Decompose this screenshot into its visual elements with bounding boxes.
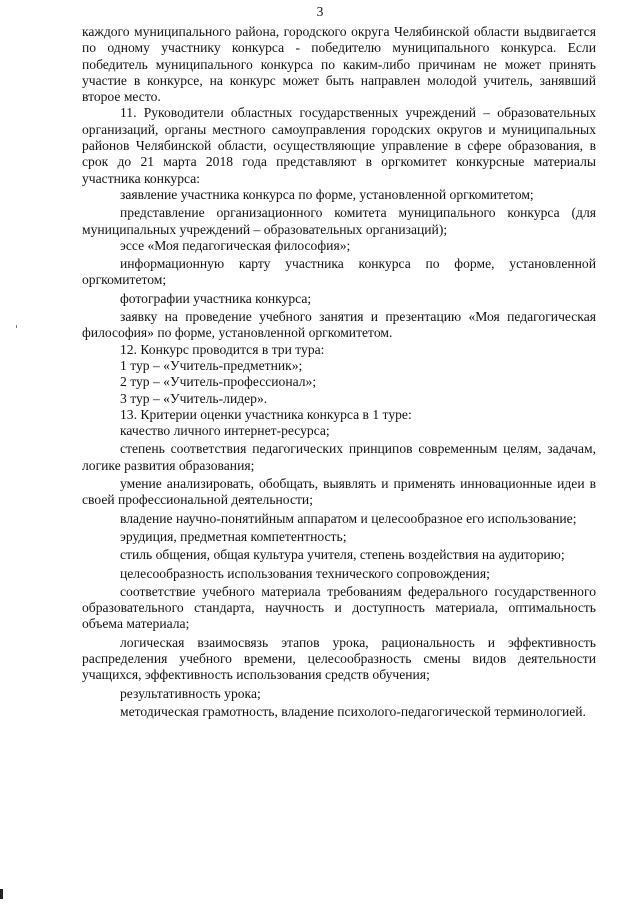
tour-2: 2 тур – «Учитель-профессионал»; <box>120 374 317 390</box>
criterion-terminology-use: владение научно-понятийным аппаратом и целесообразное его использование; <box>120 510 577 526</box>
list-item-application: заявление участника конкурса по форме, установленной оргкомитетом; <box>120 186 534 202</box>
list-item-essay: эссе «Моя педагогическая философия»; <box>120 237 351 253</box>
list-item-photos: фотографии участника конкурса; <box>120 290 312 306</box>
criterion-methodical-literacy: методическая грамотность, владение психолого-педагогической терминологией. <box>120 703 586 719</box>
criterion-innovation: умение анализировать, обобщать, выявлять и применять инновационные идеи в своей профессиональной деятельности; <box>82 476 596 508</box>
document-body <box>82 24 596 720</box>
criterion-standards-compliance: соответствие учебного материала требованиям федерального государственного образовательного стандарта, научность и доступность материала, оптимальность объема материала; <box>82 583 596 632</box>
page-number: 3 <box>316 4 324 19</box>
paragraph-12: 12. Конкурс проводится в три тура: <box>120 341 325 357</box>
paragraph-11: 11. Руководители областных государственных учреждений – образовательных организаций, органы местного самоуправления городских округов и муниципальных районов Челябинской области, осуществляющие управление в сфере образования, в срок до 21 марта 2018 года представляют в оргкомитет конкурсные материалы участника конкурса: <box>82 105 596 186</box>
criterion-communication-style: стиль общения, общая культура учителя, степень воздействия на аудиторию; <box>120 547 565 563</box>
scan-edge-mark <box>0 889 3 899</box>
list-item-info-card: информационную карту участника конкурса по форме, установленной оргкомитетом; <box>82 256 596 288</box>
criterion-erudition: эрудиция, предметная компетентность; <box>120 528 347 544</box>
criterion-lesson-results: результативность урока; <box>120 685 261 701</box>
criterion-pedagogical-principles: степень соответствия педагогических принципов современным целям, задачам, логике развития образования; <box>82 441 596 473</box>
paragraph-13: 13. Критерии оценки участника конкурса в 1 туре: <box>120 406 412 422</box>
tour-1: 1 тур – «Учитель-предметник»; <box>120 357 303 373</box>
list-item-committee-submission: представление организационного комитета муниципального конкурса (для муниципальных учреждений – образовательных организаций); <box>82 205 596 237</box>
criterion-lesson-structure: логическая взаимосвязь этапов урока, рациональность и эффективность распределения учебного времени, целесообразность смены видов деятельности учащихся, эффективность использования средств обучения; <box>82 634 596 683</box>
scan-speck <box>16 325 17 328</box>
criterion-technical-support: целесообразность использования технического сопровождения; <box>120 565 490 581</box>
tour-3: 3 тур – «Учитель-лидер». <box>120 390 268 406</box>
paragraph-continuation: каждого муниципального района, городского округа Челябинской области выдвигается по одному участнику конкурса - победителю муниципального конкурса. Если победитель муниципального конкурса по каким-либо причинам не может принять участие в конкурсе, на конкурс может быть направлен молодой учитель, занявший второе место. <box>82 24 596 105</box>
list-item-lesson-request: заявку на проведение учебного занятия и презентацию «Моя педагогическая философия» по форме, установленной оргкомитетом. <box>82 309 596 341</box>
criterion-internet-resource: качество личного интернет-ресурса; <box>120 423 330 439</box>
